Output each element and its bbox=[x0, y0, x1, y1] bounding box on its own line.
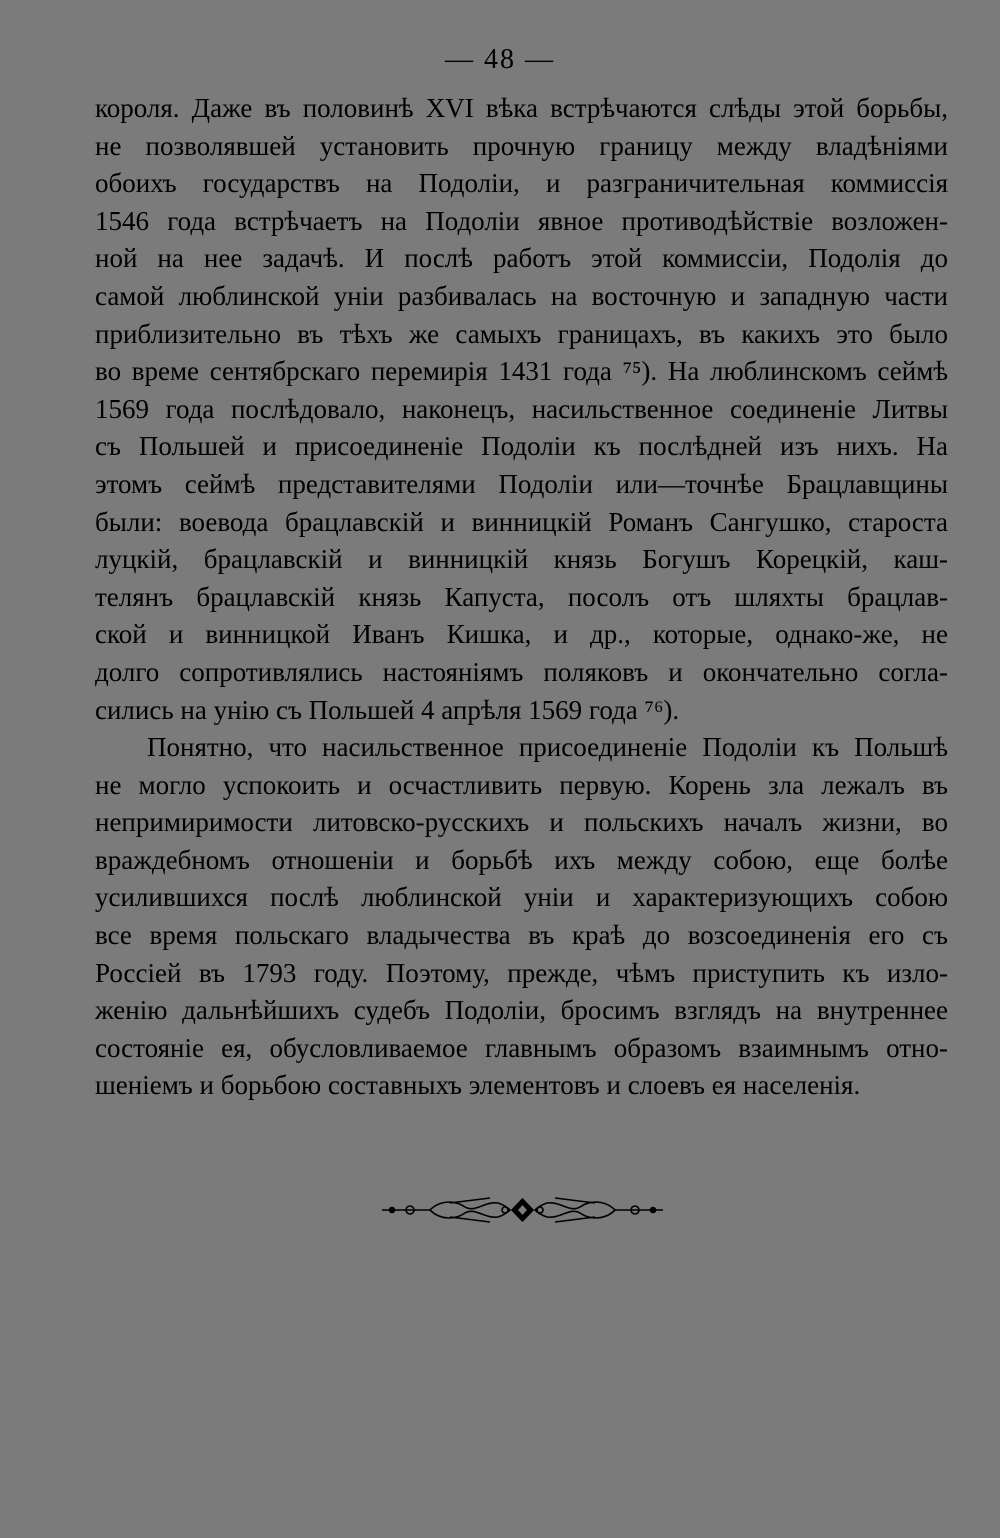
text-line: ной на нее задачѣ. И послѣ работъ этой коммиссіи, Подолія до bbox=[95, 243, 948, 274]
text-line: луцкій, брацлавскій и винницкій князь Богушъ Корецкій, каш- bbox=[95, 544, 948, 575]
text-line: обоихъ государствъ на Подоліи, и разграничительная коммиссія bbox=[95, 168, 948, 199]
text-line: съ Польшей и присоединеніе Подоліи къ послѣдней изъ нихъ. На bbox=[95, 431, 948, 462]
text-line: женію дальнѣйшихъ судебъ Подоліи, бросимъ взглядъ на внутреннее bbox=[95, 995, 948, 1026]
text-line: все время польскаго владычества въ краѣ до возсоединенія его съ bbox=[95, 920, 948, 951]
text-line: сились на унію съ Польшей 4 апрѣля 1569 года ⁷⁶). bbox=[95, 694, 680, 725]
decorative-flourish-icon bbox=[380, 1195, 665, 1225]
text-line: Понятно, что насильственное присоединеніе Подоліи къ Польшѣ bbox=[147, 732, 948, 763]
text-line: 1569 года послѣдовало, наконецъ, насильственное соединеніе Литвы bbox=[95, 393, 948, 424]
text-line: короля. Даже въ половинѣ XVI вѣка встрѣчаются слѣды этой борьбы, bbox=[95, 93, 948, 123]
text-line: этомъ сеймѣ представителями Подоліи или—точнѣе Брацлавщины bbox=[95, 468, 948, 499]
text-line: были: воевода брацлавскій и винницкій Романъ Сангушко, староста bbox=[95, 506, 948, 537]
text-line: усилившихся послѣ люблинской уніи и характеризующихъ собою bbox=[95, 882, 948, 913]
text-line: самой люблинской уніи разбивалась на восточную и западную части bbox=[95, 280, 948, 311]
text-line: враждебномъ отношеніи и борьбѣ ихъ между собою, еще болѣе bbox=[95, 844, 948, 875]
text-line: не могло успокоить и осчастливить первую. Корень зла лежалъ въ bbox=[95, 769, 948, 800]
text-line: приблизительно въ тѣхъ же самыхъ границахъ, въ какихъ это было bbox=[95, 318, 948, 349]
page-number: — 48 — bbox=[445, 44, 555, 75]
text-line: не позволявшей установить прочную границу между владѣніями bbox=[95, 130, 948, 161]
text-line: телянъ брацлавскій князь Капуста, посолъ отъ шляхты брацлав- bbox=[95, 581, 948, 612]
text-line: ской и винницкой Иванъ Кишка, и др., которые, однако-же, не bbox=[95, 619, 948, 650]
text-line: 1546 года встрѣчаетъ на Подоліи явное противодѣйствіе возложен- bbox=[95, 205, 948, 236]
text-line: во време сентябрскаго перемирія 1431 года ⁷⁵). На люблинскомъ сеймѣ bbox=[95, 356, 948, 387]
text-line: непримиримости литовско-русскихъ и польскихъ началъ жизни, во bbox=[95, 807, 948, 838]
text-line: Россіей въ 1793 году. Поэтому, прежде, чѣмъ приступить къ изло- bbox=[95, 957, 948, 988]
body-text bbox=[95, 90, 948, 1105]
text-line: состояніе ея, обусловливаемое главнымъ образомъ взаимнымъ отно- bbox=[95, 1032, 948, 1063]
text-line: шеніемъ и борьбою составныхъ элементовъ и слоевъ ея населенія. bbox=[95, 1070, 861, 1101]
paragraph-1 bbox=[95, 90, 948, 729]
paragraph-2 bbox=[95, 729, 948, 1105]
text-line: долго сопротивлялись настояніямъ поляковъ и окончательно согла- bbox=[95, 656, 948, 687]
